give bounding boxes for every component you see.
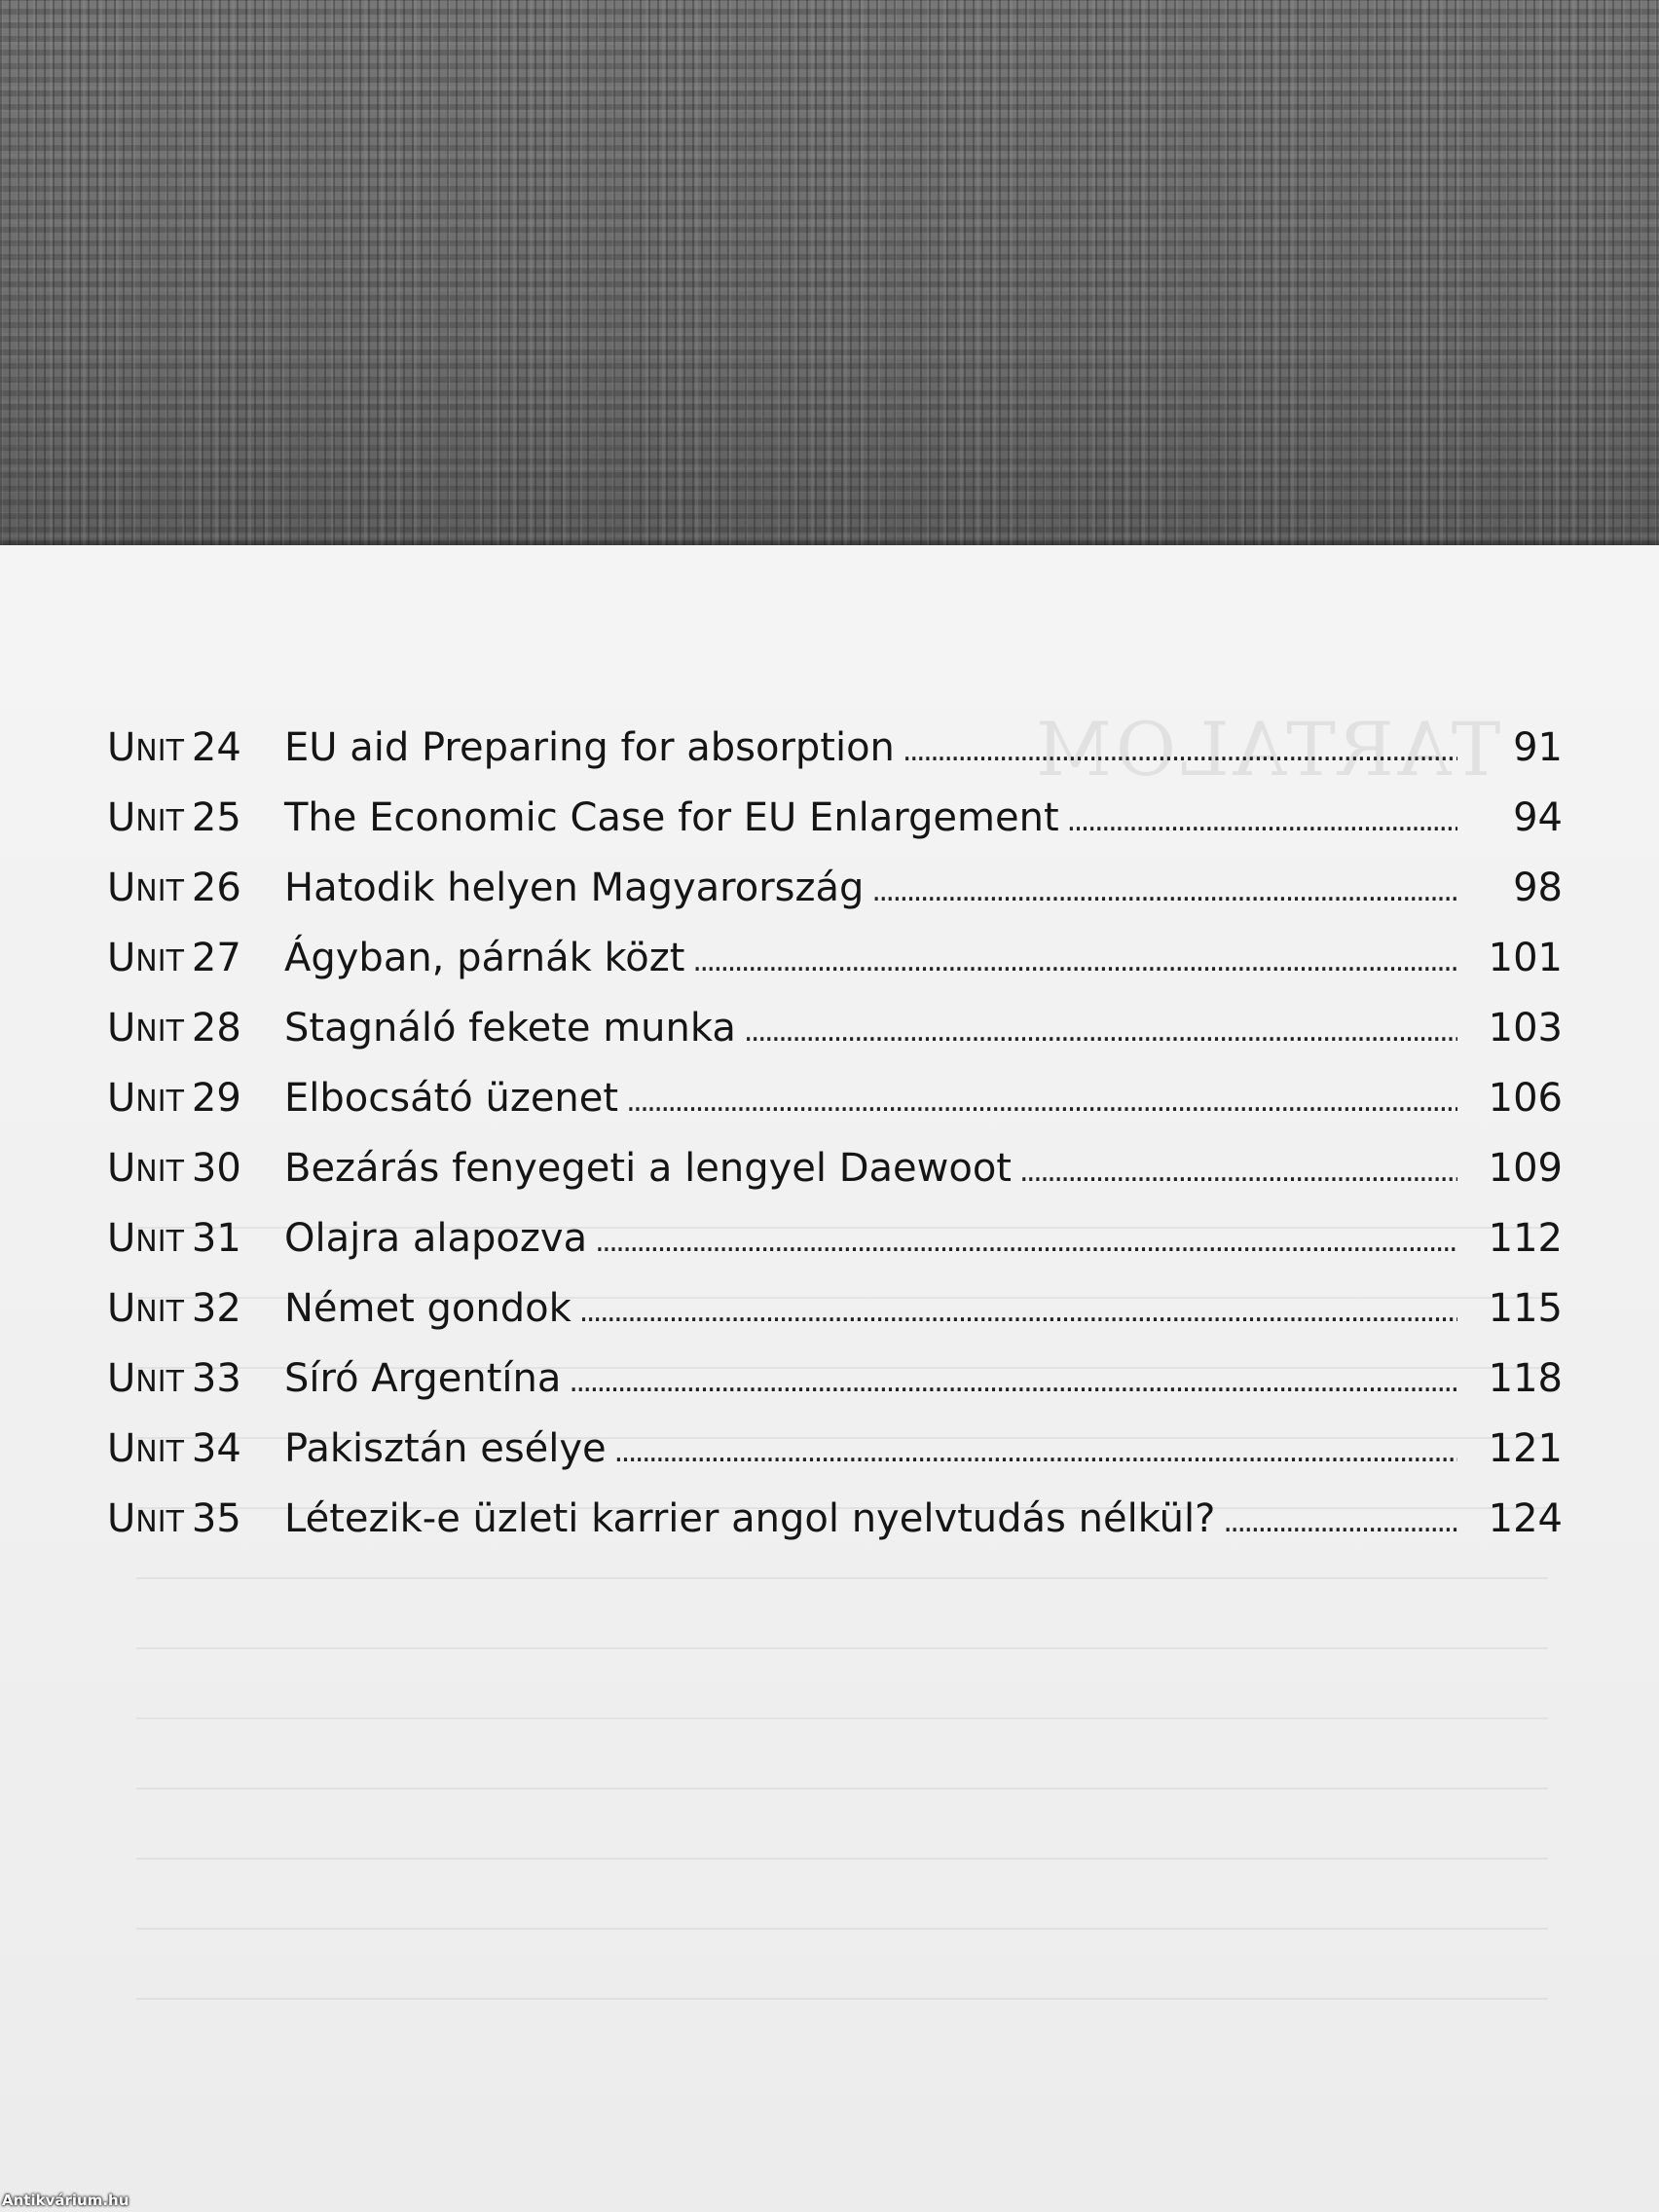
show-through-line	[136, 1928, 1548, 1930]
page-number: 115	[1488, 1286, 1563, 1331]
unit-label	[107, 1496, 275, 1541]
unit-number: 24	[191, 725, 241, 770]
unit-label	[107, 1006, 275, 1051]
page-number: 91	[1513, 725, 1563, 770]
toc-entry	[107, 1356, 1563, 1426]
fabric-background	[0, 0, 1659, 560]
watermark-text: Antikvárium.hu	[2, 2192, 129, 2209]
toc-entry	[107, 725, 1563, 795]
entry-title: Hatodik helyen Magyarország	[284, 866, 865, 910]
page-number: 124	[1488, 1496, 1563, 1541]
dot-leader	[1223, 1505, 1457, 1539]
show-through-line	[136, 1788, 1548, 1789]
show-through-line	[136, 1717, 1548, 1719]
unit-word: UNIT	[107, 725, 184, 770]
entry-title: EU aid Preparing for absorption	[284, 725, 895, 770]
show-through-line	[136, 1858, 1548, 1860]
entry-title: Ágyban, párnák közt	[284, 936, 685, 980]
entry-title: Német gondok	[284, 1286, 571, 1331]
unit-number: 26	[191, 866, 241, 910]
dot-leader	[692, 944, 1457, 978]
toc-entry	[107, 795, 1563, 866]
unit-number: 31	[191, 1216, 241, 1261]
toc-entry	[107, 1216, 1563, 1286]
table-of-contents	[107, 725, 1563, 1567]
dot-leader	[1067, 804, 1457, 838]
toc-entry	[107, 1426, 1563, 1496]
page-number: 98	[1513, 866, 1563, 910]
dot-leader	[626, 1085, 1457, 1119]
entry-title: Olajra alapozva	[284, 1216, 588, 1261]
unit-label	[107, 1146, 275, 1191]
unit-label	[107, 795, 275, 840]
toc-entry	[107, 1146, 1563, 1216]
dot-leader	[1019, 1155, 1457, 1189]
unit-label	[107, 866, 275, 910]
page-number: 112	[1488, 1216, 1563, 1261]
toc-entry	[107, 1286, 1563, 1356]
unit-word: UNIT	[107, 1006, 184, 1051]
show-through-line	[136, 1998, 1548, 2000]
entry-title: Síró Argentína	[284, 1356, 562, 1401]
unit-word: UNIT	[107, 936, 184, 980]
unit-word: UNIT	[107, 1286, 184, 1331]
show-through-line	[136, 1647, 1548, 1649]
unit-label	[107, 1216, 275, 1261]
unit-label	[107, 725, 275, 770]
unit-word: UNIT	[107, 795, 184, 840]
entry-title: Stagnáló fekete munka	[284, 1006, 736, 1051]
page-number: 118	[1488, 1356, 1563, 1401]
dot-leader	[744, 1014, 1457, 1049]
unit-number: 35	[191, 1496, 241, 1541]
entry-title: Pakisztán esélye	[284, 1426, 607, 1471]
page-number: 121	[1488, 1426, 1563, 1471]
unit-number: 28	[191, 1006, 241, 1051]
entry-title: Bezárás fenyegeti a lengyel Daewoot	[284, 1146, 1012, 1191]
toc-entry	[107, 1076, 1563, 1146]
unit-number: 30	[191, 1146, 241, 1191]
toc-entry	[107, 866, 1563, 936]
unit-word: UNIT	[107, 1426, 184, 1471]
unit-number: 32	[191, 1286, 241, 1331]
unit-word: UNIT	[107, 1076, 184, 1121]
unit-label	[107, 1286, 275, 1331]
toc-entry	[107, 1496, 1563, 1567]
dot-leader	[569, 1365, 1457, 1399]
unit-number: 27	[191, 936, 241, 980]
unit-number: 33	[191, 1356, 241, 1401]
unit-word: UNIT	[107, 866, 184, 910]
dot-leader	[579, 1295, 1457, 1329]
unit-label	[107, 1426, 275, 1471]
dot-leader	[871, 874, 1457, 908]
show-through-line	[136, 1577, 1548, 1579]
toc-entry	[107, 1006, 1563, 1076]
page-number: 101	[1488, 936, 1563, 980]
show-through-heading: TARTALOM	[1032, 706, 1501, 793]
entry-title: Elbocsátó üzenet	[284, 1076, 619, 1121]
page-number: 109	[1488, 1146, 1563, 1191]
entry-title: Létezik-e üzleti karrier angol nyelvtudás nélkül?	[284, 1496, 1216, 1541]
page-number: 106	[1488, 1076, 1563, 1121]
unit-word: UNIT	[107, 1216, 184, 1261]
unit-word: UNIT	[107, 1146, 184, 1191]
unit-number: 25	[191, 795, 241, 840]
unit-number: 34	[191, 1426, 241, 1471]
page-number: 103	[1488, 1006, 1563, 1051]
unit-word: UNIT	[107, 1356, 184, 1401]
page-number: 94	[1513, 795, 1563, 840]
unit-number: 29	[191, 1076, 241, 1121]
dot-leader	[903, 734, 1457, 768]
dot-leader	[595, 1225, 1457, 1259]
toc-entry	[107, 936, 1563, 1006]
unit-label	[107, 1076, 275, 1121]
unit-label	[107, 936, 275, 980]
dot-leader	[614, 1435, 1457, 1469]
unit-label	[107, 1356, 275, 1401]
unit-word: UNIT	[107, 1496, 184, 1541]
entry-title: The Economic Case for EU Enlargement	[284, 795, 1059, 840]
